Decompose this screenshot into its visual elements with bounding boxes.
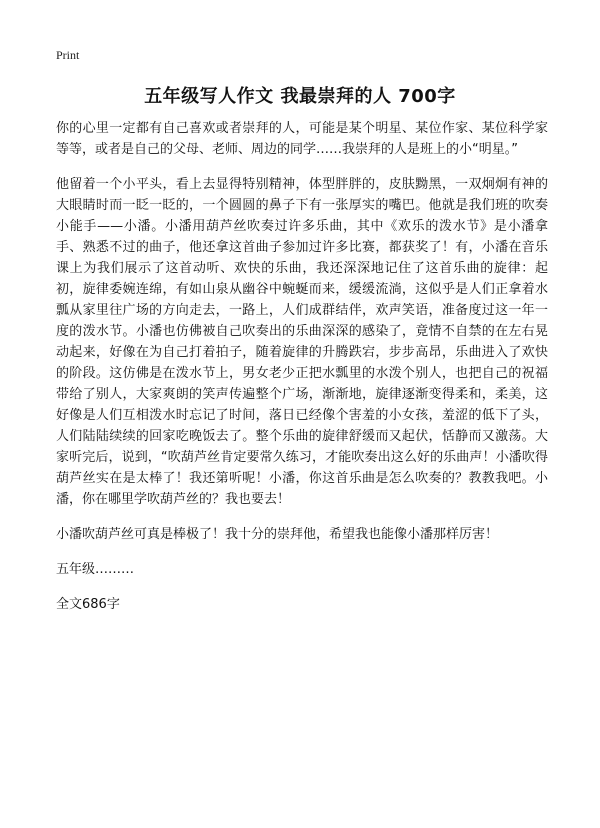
article-body [56, 118, 548, 629]
paragraph-main: 他留着一个小平头，看上去显得特别精神，体型胖胖的，皮肤黝黑，一双炯炯有神的大眼睛时而一眨一眨的，一个圆圆的鼻子下有一张厚实的嘴巴。他就是我们班的吹奏小能手——小潘。小潘用葫芦丝吹奏过许多乐曲，其中《欢乐的泼水节》是小潘拿手、熟悉不过的曲子，他还拿这首曲子参加过许多比赛，都获奖了！有，小潘在音乐课上为我们展示了这首动听、欢快的乐曲，我还深深地记住了这首乐曲的旋律：起初，旋律委婉连绵，有如山泉从幽谷中蜿蜒而来，缓缓流淌，这似乎是人们正拿着水瓢从家里往广场的方向走去，一路上，人们成群结伴，欢声笑语，准备度过这一年一度的泼水节。小潘也仿佛被自己吹奏出的乐曲深深的感染了，竟情不自禁的在左右晃动起来，好像在为自己打着拍子，随着旋律的升腾跌宕，步步高昂，乐曲进入了欢快的阶段。这仿佛是在泼水节上，男女老少正把水瓢里的水泼个别人，也把自己的祝福带给了别人，大家爽朗的笑声传遍整个广场，渐渐地，旋律逐渐变得柔和，柔美，这好像是人们互相泼水时忘记了时间，落日已经像个害羞的小女孩，羞涩的低下了头，人们陆陆续续的回家吃晚饭去了。整个乐曲的旋律舒缓而又起伏，恬静而又激荡。大家听完后，说到，“吹葫芦丝肯定要常久练习，才能吹奏出这么好的乐曲声！小潘吹得葫芦丝实在是太棒了！我还第听呢！小潘，你这首乐曲是怎么吹奏的？教教我吧。小潘，你在哪里学吹葫芦丝的？我也要去！ [56, 177, 548, 507]
paragraph-intro: 你的心里一定都有自己喜欢或者崇拜的人，可能是某个明星、某位作家、某位科学家等等，或者是自己的父母、老师、周边的同学……我崇拜的人是班上的小“明星。” [56, 121, 548, 157]
print-link[interactable]: Print [56, 48, 80, 62]
word-count: 全文686字 [56, 597, 120, 612]
paragraph-grade: 五年级……… [56, 562, 135, 577]
page-title: 五年级写人作文 我最崇拜的人 700字 [144, 86, 456, 107]
paragraph-conclusion: 小潘吹葫芦丝可真是棒极了！我十分的崇拜他，希望我也能像小潘那样厉害！ [56, 527, 499, 542]
